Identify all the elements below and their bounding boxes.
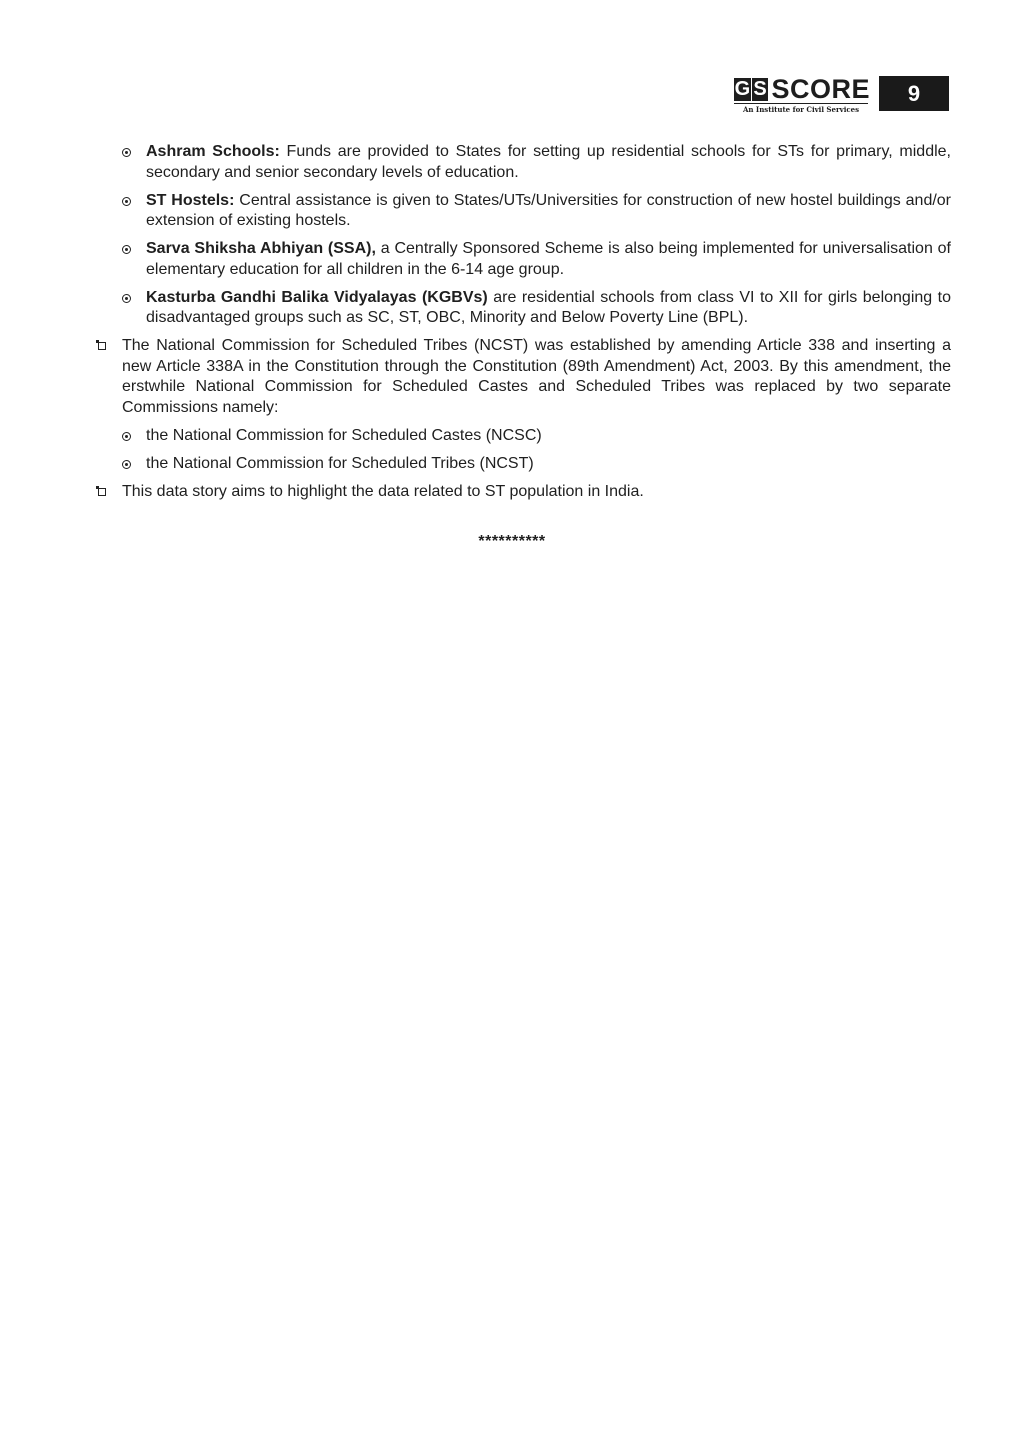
square-bullet-icon — [98, 488, 106, 496]
text-kgbv: are residential schools from class VI to XII for girls belonging to disadvantaged groups such as SC, ST, OBC, Minority and Below Poverty Line (BPL). — [146, 288, 951, 326]
text-ncst: The National Commission for Scheduled Tribes (NCST) was established by amending Article 338 and inserting a new Article 338A in the Constitution through the Constitution (89th Amendment) Act, 2003. By this amendment, the erstwhile National Commission for Scheduled Castes and Scheduled Tribes was replaced by two separate Commissions namely: — [122, 337, 951, 416]
sub-bullet-ncst — [146, 454, 951, 475]
logo-letter-g: G — [734, 78, 751, 100]
text-ssa: a Centrally Sponsored Scheme is also being implemented for universalisation of elementary education for all children in the 6-14 age group. — [146, 240, 952, 278]
logo-tagline: An Institute for Civil Services — [734, 103, 868, 114]
bullet-ncst — [122, 336, 951, 418]
text-st-hostels: Central assistance is given to States/UTs/Universities for construction of new hostel buildings and/or extension of existing hostels. — [146, 191, 952, 229]
logo-word: SCORE — [771, 74, 870, 104]
gs-score-logo — [734, 76, 870, 114]
sub-bullet-st-hostels — [146, 191, 951, 232]
logo-mark — [734, 76, 870, 103]
circle-bullet-icon — [122, 294, 131, 303]
page-content — [96, 142, 951, 510]
circle-bullet-icon — [122, 460, 131, 469]
text-ncsc: the National Commission for Scheduled Castes (NCSC) — [146, 426, 542, 444]
circle-bullet-icon — [122, 245, 131, 254]
sub-bullet-ssa — [146, 239, 951, 280]
circle-bullet-icon — [122, 432, 131, 441]
end-marker: ********** — [478, 533, 546, 550]
page-number: 9 — [879, 76, 949, 111]
term-ssa: Sarva Shiksha Abhiyan (SSA), — [146, 240, 376, 257]
term-kgbv: Kasturba Gandhi Balika Vidyalayas (KGBVs) — [146, 288, 488, 306]
term-ashram-schools: Ashram Schools: — [146, 143, 280, 160]
text-ncst-sub: the National Commission for Scheduled Tribes (NCST) — [146, 454, 534, 472]
sub-bullet-ncsc — [146, 426, 951, 447]
bullet-data-story — [122, 482, 951, 503]
logo-letter-s: S — [753, 78, 767, 100]
sub-bullet-ashram-schools — [146, 142, 951, 183]
term-st-hostels: ST Hostels: — [146, 191, 235, 209]
text-data-story: This data story aims to highlight the data related to ST population in India. — [122, 482, 644, 500]
text-ashram-schools: Funds are provided to States for setting up residential schools for STs for primary, middle, secondary and senior secondary levels of education. — [146, 143, 951, 181]
circle-bullet-icon — [122, 197, 131, 206]
circle-bullet-icon — [122, 148, 131, 157]
sub-bullet-kgbv — [146, 288, 951, 329]
square-bullet-icon — [98, 342, 106, 350]
